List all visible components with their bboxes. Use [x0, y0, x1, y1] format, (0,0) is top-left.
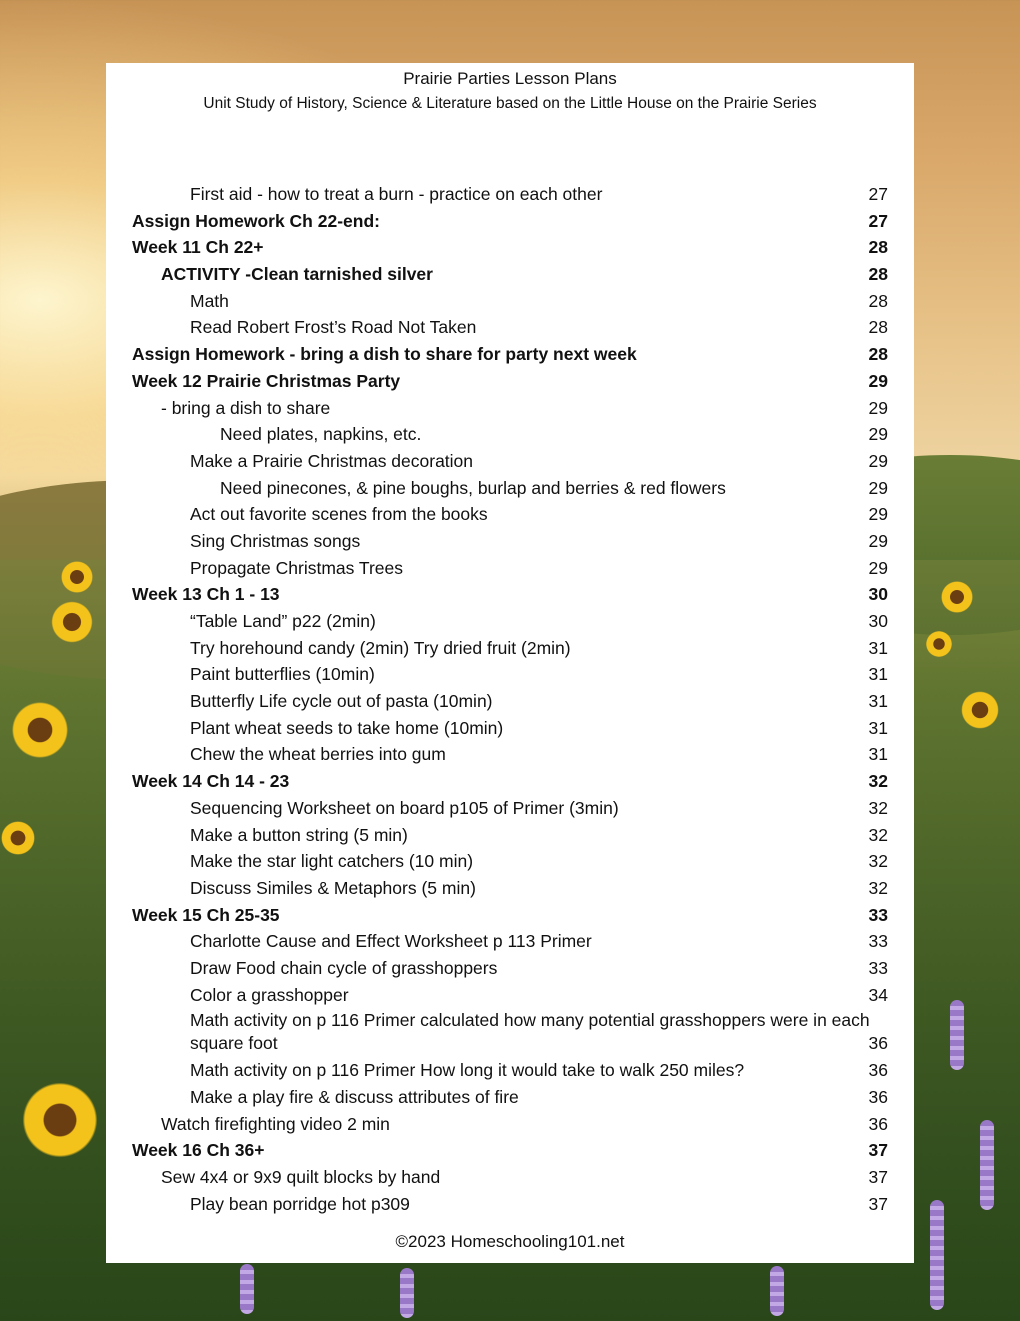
lupine-flower [980, 1120, 994, 1210]
toc-entry-text: Week 12 Prairie Christmas Party [132, 370, 401, 391]
toc-entry [106, 902, 914, 929]
toc-page-number: 28 [868, 264, 888, 285]
toc-page-number: 36 [868, 1060, 888, 1081]
sunflower [925, 630, 953, 658]
toc-page-number: 36 [868, 1113, 888, 1134]
toc-page-number: 29 [868, 397, 888, 418]
toc-entry [106, 501, 914, 528]
sunflower [20, 1080, 100, 1160]
sunflower [0, 820, 36, 856]
toc-entry-text: Need pinecones, & pine boughs, burlap and berries & red flowers [220, 477, 726, 498]
toc-entry [106, 234, 914, 261]
toc-entry [106, 848, 914, 875]
toc-entry [106, 608, 914, 635]
toc-page-number: 34 [868, 984, 888, 1005]
toc-entry [106, 822, 914, 849]
toc-entry [106, 475, 914, 502]
toc-entry-text: Play bean porridge hot p309 [190, 1193, 410, 1214]
toc-entry-text: Charlotte Cause and Effect Worksheet p 113 Primer [190, 931, 592, 952]
toc-entry [106, 1137, 914, 1164]
toc-entry [106, 528, 914, 555]
toc-entry-text: Make the star light catchers (10 min) [190, 851, 474, 872]
toc-entry-text: Plant wheat seeds to take home (10min) [190, 717, 504, 738]
toc-page-number: 29 [868, 530, 888, 551]
toc-page-number: 27 [868, 184, 888, 204]
copyright-footer: ©2023 Homeschooling101.net [395, 1232, 625, 1251]
toc-entry [106, 982, 914, 1009]
toc-entry-text: Week 15 Ch 25-35 [132, 904, 280, 925]
toc-entry [106, 208, 914, 235]
toc-entry-text: “Table Land” p22 (2min) [190, 611, 376, 631]
toc-page-number: 37 [868, 1193, 888, 1214]
toc-entry [106, 928, 914, 955]
toc-entry [106, 581, 914, 608]
toc-entry-text: Read Robert Frost’s Road Not Taken [190, 317, 477, 338]
toc-entry-text: First aid - how to treat a burn - practice on each other [190, 184, 603, 204]
sunflower [10, 700, 70, 760]
toc-entry-text: Assign Homework Ch 22-end: [132, 210, 380, 231]
toc-entry [106, 261, 914, 288]
toc-page-number: 31 [868, 744, 888, 765]
document-title: Prairie Parties Lesson Plans [403, 69, 617, 88]
toc-entry [106, 661, 914, 688]
toc-entry [106, 1111, 914, 1138]
toc-entry-text: Propagate Christmas Trees [190, 557, 404, 578]
toc-entry-text: - bring a dish to share [161, 397, 331, 418]
toc-entry [106, 1164, 914, 1191]
lupine-flower [950, 1000, 964, 1070]
toc-entry-text: Make a button string (5 min) [190, 824, 408, 845]
toc-page-number: 32 [868, 797, 888, 818]
document-subtitle: Unit Study of History, Science & Literature based on the Little House on the Prairie Series [203, 95, 817, 112]
toc-entry [106, 875, 914, 902]
toc-entry-text: Make a Prairie Christmas decoration [190, 450, 474, 471]
sunflower [940, 580, 974, 614]
toc-page-number: 29 [868, 557, 888, 578]
toc-entry-text: Assign Homework - bring a dish to share for party next week [132, 344, 637, 365]
lupine-flower [770, 1266, 784, 1316]
toc-entry-text: Week 11 Ch 22+ [132, 237, 264, 258]
toc-page-number: 28 [868, 344, 888, 365]
toc-page-number: 32 [868, 771, 888, 792]
toc-entry-text: Week 16 Ch 36+ [132, 1140, 265, 1161]
toc-entry-text: Need plates, napkins, etc. [220, 424, 422, 445]
toc-page-number: 32 [868, 824, 888, 845]
toc-page-number: 27 [868, 210, 888, 231]
toc-page-number: 31 [868, 637, 888, 658]
document-page [106, 63, 914, 1263]
toc-entry [106, 421, 914, 448]
toc-entry-text: Math activity on p 116 Primer calculated how many potential grasshoppers were in each square foot [190, 1010, 870, 1053]
toc-entry [106, 955, 914, 982]
toc-entry-text: Act out favorite scenes from the books [190, 504, 488, 525]
toc-page-number: 33 [868, 957, 888, 978]
toc-page-number: 33 [868, 931, 888, 952]
toc-entry [106, 795, 914, 822]
toc-entry-text: Week 14 Ch 14 - 23 [132, 771, 290, 792]
lupine-flower [240, 1264, 254, 1314]
toc-entry-text: Math activity on p 116 Primer How long it would take to walk 250 miles? [190, 1060, 745, 1081]
table-of-contents [106, 181, 914, 1217]
toc-entry [106, 341, 914, 368]
toc-entry-text: Paint butterflies (10min) [190, 664, 375, 685]
toc-entry [106, 314, 914, 341]
toc-entry-text: Try horehound candy (2min) Try dried fruit (2min) [190, 637, 571, 658]
toc-entry [106, 1057, 914, 1084]
toc-entry-text: Make a play fire & discuss attributes of fire [190, 1087, 519, 1107]
toc-page-number: 31 [868, 664, 888, 685]
lupine-flower [930, 1200, 944, 1310]
toc-page-number: 30 [868, 584, 888, 605]
toc-entry-text: Week 13 Ch 1 - 13 [132, 584, 280, 605]
toc-page-number: 28 [868, 317, 888, 338]
toc-entry-text: Sew 4x4 or 9x9 quilt blocks by hand [161, 1167, 441, 1188]
toc-page-number: 37 [868, 1167, 888, 1188]
toc-entry [106, 1191, 914, 1218]
toc-entry [106, 181, 914, 208]
toc-page-number: 29 [868, 504, 888, 525]
sunflower [960, 690, 1000, 730]
toc-entry-text: Chew the wheat berries into gum [190, 744, 446, 765]
toc-page-number: 32 [868, 851, 888, 872]
toc-entry-text: Draw Food chain cycle of grasshoppers [190, 957, 498, 978]
toc-page-number: 30 [868, 611, 888, 631]
toc-entry [106, 741, 914, 768]
sunflower [60, 560, 94, 594]
toc-page-number: 37 [868, 1140, 888, 1161]
toc-entry [106, 688, 914, 715]
toc-page-number: 28 [868, 237, 888, 258]
toc-page-number: 31 [868, 717, 888, 738]
toc-entry [106, 395, 914, 422]
toc-entry-text: Sequencing Worksheet on board p105 of Primer (3min) [190, 797, 619, 818]
toc-entry-text: Butterfly Life cycle out of pasta (10min) [190, 691, 493, 712]
toc-entry [106, 635, 914, 662]
toc-page-number: 32 [868, 877, 888, 898]
sunflower [50, 600, 94, 644]
toc-page-number: 29 [868, 424, 888, 445]
toc-page-number: 36 [868, 1033, 888, 1054]
toc-page-number: 36 [868, 1087, 888, 1107]
toc-entry [106, 715, 914, 742]
toc-page-number: 31 [868, 691, 888, 712]
toc-entry-text: Discuss Similes & Metaphors (5 min) [190, 877, 476, 898]
toc-page-number: 33 [868, 904, 888, 925]
toc-entry [106, 368, 914, 395]
toc-entry [106, 448, 914, 475]
toc-page-number: 29 [868, 450, 888, 471]
lupine-flower [400, 1268, 414, 1318]
toc-entry-text: Watch firefighting video 2 min [161, 1113, 390, 1134]
toc-page-number: 29 [868, 477, 888, 498]
toc-entry-text: Math [190, 290, 229, 311]
toc-entry [106, 555, 914, 582]
toc-page-number: 28 [868, 290, 888, 311]
toc-page-number: 29 [868, 370, 888, 391]
toc-entry [106, 1008, 914, 1057]
toc-entry-text: Color a grasshopper [190, 984, 349, 1005]
toc-entry [106, 288, 914, 315]
toc-entry-text: ACTIVITY -Clean tarnished silver [161, 264, 433, 285]
toc-entry [106, 1084, 914, 1111]
toc-entry-text: Sing Christmas songs [190, 530, 361, 551]
toc-entry [106, 768, 914, 795]
